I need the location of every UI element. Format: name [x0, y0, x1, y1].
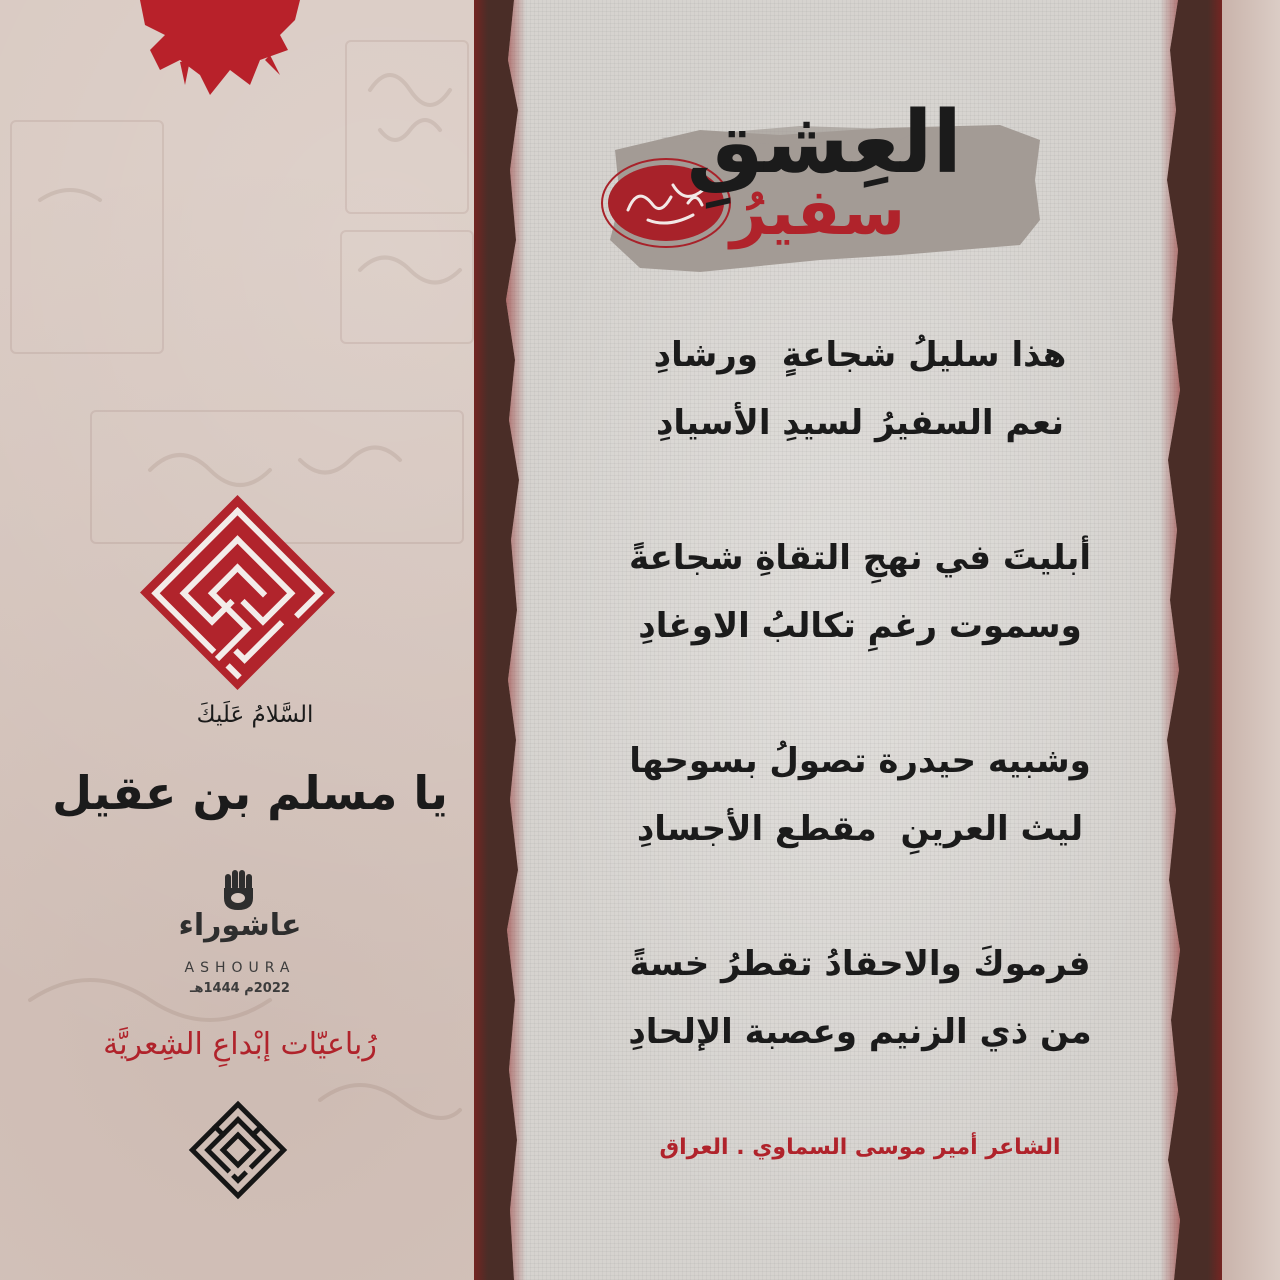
- right-background-strip: [1222, 0, 1280, 1280]
- verse-line: وسموت رغمِ تكالبُ الاوغادِ: [638, 606, 1082, 646]
- red-paint-splash: [130, 0, 310, 100]
- stanza: [620, 930, 1100, 1066]
- verse-line: وشبيه حيدرة تصولُ بسوحها: [629, 741, 1091, 781]
- series-title: رُباعيّات إبْداعِ الشِعريَّة: [103, 1027, 377, 1062]
- ashoura-logo-year: 2022م 1444هـ: [190, 981, 290, 996]
- verse-line: ليث العرينِ مقطع الأجسادِ: [636, 809, 1084, 849]
- ashoura-logo-text: عاشوراء: [178, 908, 302, 943]
- stanza: [620, 524, 1100, 660]
- name-calligraphy: يا مسلم بن عقيل: [52, 766, 448, 820]
- verse-line: فرموكَ والاحقادُ تقطرُ خسةً: [629, 944, 1091, 984]
- title-main: العِشقِ: [686, 93, 962, 193]
- red-kufic-diamond-emblem: [140, 495, 335, 690]
- poet-credit: الشاعر أمير موسى السماوي . العراق: [659, 1135, 1061, 1160]
- verse-line: من ذي الزنيم وعصبة الإلحادِ: [628, 1012, 1092, 1052]
- title-sub: سفيرُ: [730, 176, 905, 250]
- verse-line: أبليتَ في نهجِ التقاةِ شجاعةً: [628, 538, 1092, 578]
- ashoura-logo-latin: ASHOURA: [184, 960, 296, 976]
- verse-line: نعم السفيرُ لسيدِ الأسيادِ: [655, 403, 1065, 443]
- greeting-text: السَّلامُ عَلَيكَ: [196, 702, 314, 728]
- stanza: [620, 321, 1100, 457]
- black-kufic-square-emblem: [185, 1097, 291, 1203]
- stanza: [620, 727, 1100, 863]
- verse-line: هذا سليلُ شجاعةٍ ورشادِ: [653, 335, 1067, 375]
- poem-body: [620, 321, 1100, 1133]
